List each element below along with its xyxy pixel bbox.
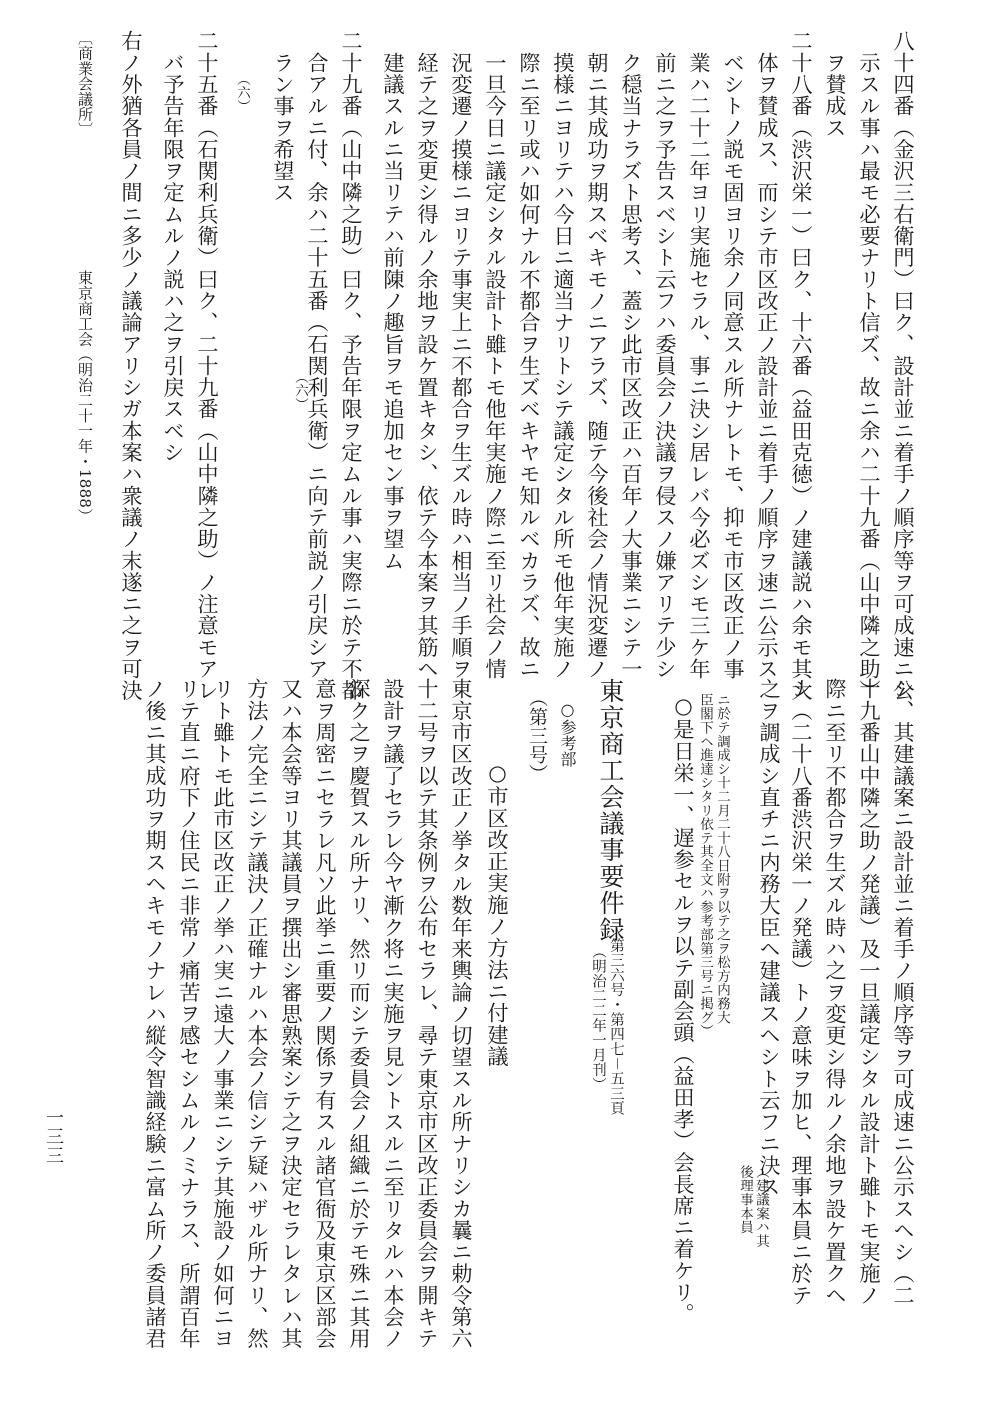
issue-number: （第三号） [526, 688, 548, 783]
text-line: 前ニ之ヲ予告スベシト云フハ委員会ノ決議ヲ侵スノ嫌アリテ少シ [653, 30, 678, 680]
text-line: 建議スルニ当リテハ前陳ノ趣旨ヲモ追加セン事ヲ望ム [381, 30, 406, 572]
text-line: 二十八番（渋沢栄一）曰ク、十六番（益田克徳）ノ建議説ハ余モ其大 [789, 30, 814, 702]
text-line: 二十五番（石関利兵衛）曰ク、二十九番（山中隣之助）ノ注意モアレ [195, 30, 220, 702]
text-line: 又ハ本会等ヨリ其議員ヲ撰出シ審思熟案シテ之ヲ決定セラレタレハ其 [279, 678, 304, 1350]
text-line: 東京市区改正ノ挙タル数年来輿論ノ切望スル所ナリシカ曩ニ勅令第六 [449, 678, 474, 1350]
text-line: シ（二十八番渋沢栄一ノ発議）トノ意味ヲ加ヒ、理事本員ニ於テ [789, 678, 814, 1306]
text-line: ラン事ヲ希望ス [271, 30, 296, 204]
text-line: 経テ之ヲ変更シ得ルノ余地ヲ設ケ置キタシ、依テ今本案ヲ其筋ヘ [415, 30, 440, 680]
text-line: 一旦今日ニ議定シタル設計ト雖トモ他年実施ノ際ニ至リ社会ノ情 [483, 30, 508, 680]
ruby-annotation: （六） [234, 72, 250, 114]
text-line: 業ハ二十二年ヨリ実施セラル、事ニ決シ居レバ今必ズシモ三ケ年 [687, 30, 712, 680]
text-line: 之ヲ調成シ直チニ内務大臣ヘ建議スヘシト云フニ決ス [757, 678, 782, 1198]
inline-note: 臣閣下ヘ進達シタリ依テ其全文ハ参考部第三号ニ掲グ） [697, 693, 713, 1038]
text-line: 深ク之ヲ慶賀スル所ナリ、然リ而シテ委員会ノ組織ニ於テモ殊ニ其用 [347, 678, 372, 1350]
page-number: 一三三 [43, 1108, 64, 1165]
text-line: 合アルニ付、余ハ二十五番（石関利兵衛）ニ向テ前説ノ引戻シア [305, 30, 330, 680]
text-line: 況変遷ノ摸様ニヨリテ事実上ニ不都合ヲ生ズル時ハ相当ノ手順ヲ [449, 30, 474, 680]
reference-section-label: ○参考部 [558, 700, 577, 767]
text-line: リト雖トモ此市区改正ノ挙ハ実ニ遠大ノ事業ニシテ其施設ノ如何ニヨ [211, 678, 236, 1350]
ruby-annotation: （六） [292, 370, 308, 412]
text-line: 設計ヲ議了セラレ今ヤ漸ク将ニ実施ヲ見ントスルニ至リタルハ本会ノ [381, 678, 406, 1350]
text-line: ベシトノ説モ固ヨリ余ノ同意スル所ナレトモ、抑モ市区改正ノ事 [721, 30, 746, 680]
text-line: 意ヲ周密ニセラレ凡ソ此挙ニ重要ノ関係ヲ有スル諸官衙及東京区部会 [313, 678, 338, 1350]
text-line: 示スル事ハ最モ必要ナリト信ズ、故ニ余ハ二十九番（山中隣之助） [857, 30, 882, 702]
text-line: 体ヲ賛成ス、而シテ市区改正ノ設計並ニ着手ノ順序ヲ速ニ公示ス [755, 30, 780, 680]
text-line: 十九番山中隣之助ノ発議）及一旦議定シタル設計ト雖トモ実施ノ [857, 678, 882, 1306]
attendance-note: ○是日栄一、遅参セルヲ以テ副会頭（益田孝）会長席ニ着ケリ。 [671, 693, 696, 1325]
source-label: 〔商業会議所〕 [76, 30, 94, 138]
inline-note: ニ於テ調成シ十二月二十八日附ヲ以テ之ヲ松方内務大 [714, 693, 730, 1025]
text-line: 朝ニ其成功ヲ期スベキモノニアラズ、随テ今後社会ノ情況変遷ノ [585, 30, 610, 680]
text-line: リテ直ニ府下ノ住民ニ非常ノ痛苦ヲ感セシムルノミナラス、所謂百年 [177, 678, 202, 1350]
text-line: ノ後ニ其成功ヲ期スヘキモノナレハ縦令智識経験ニ富ム所ノ委員諸君 [143, 678, 168, 1350]
text-line: 八十四番（金沢三右衛門）曰ク、設計並ニ着手ノ順序等ヲ可成速ニ公 [891, 30, 916, 702]
text-line: 二十九番（山中隣之助）曰ク、予告年限ヲ定ムル事ハ実際ニ於テ不都 [339, 30, 364, 702]
source-detail: 東京商工会（明治二十一年・1888） [76, 270, 94, 524]
text-line: 摸様ニヨリテハ今日ニ適当ナリトシテ議定シタル所モ他年実施ノ [551, 30, 576, 680]
text-line: 十二号ヲ以テ其条例ヲ公布セラレ、尋テ東京市区改正委員会ヲ開キテ [415, 678, 440, 1350]
text-line: 際ニ至リ或ハ如何ナル不都合ヲ生ズベキヤモ知ルベカラズ、故ニ [517, 30, 542, 680]
journal-title: 東京商工会議事要件録 [596, 678, 625, 943]
text-line: ヲ賛成ス [823, 30, 848, 139]
text-line: バ予告年限ヲ定ムルノ説ハ之ヲ引戻スベシ [161, 30, 186, 463]
proposal-title: ○市区改正実施ノ方法ニ付建議 [485, 760, 510, 1067]
text-line: ク穏当ナラズト思考ス、蓋シ此市区改正ハ百年ノ大事業ニシテ一 [619, 30, 644, 680]
journal-date: （明治二二年一月刊） [590, 944, 606, 1092]
inline-note: （建議案ハ其 [753, 1165, 769, 1248]
journal-issue: 第三六号・第四七－五三頁 [608, 938, 624, 1116]
text-line: 方法ノ完全ニシテ議決ノ正確ナルハ本会ノ信シテ疑ハザル所ナリ、然 [245, 678, 270, 1350]
text-line: シ、其建議案ニ設計並ニ着手ノ順序等ヲ可成速ニ公示スヘシ（二 [891, 678, 916, 1306]
text-line: 右ノ外猶各員ノ間ニ多少ノ議論アリシガ本案ハ衆議ノ末遂ニ之ヲ可決 [119, 30, 144, 702]
text-line: 際ニ至リ不都合ヲ生ズル時ハ之ヲ変更シ得ルノ余地ヲ設ケ置クヘ [823, 678, 848, 1306]
inline-note: 後理事本員 [737, 1165, 753, 1234]
